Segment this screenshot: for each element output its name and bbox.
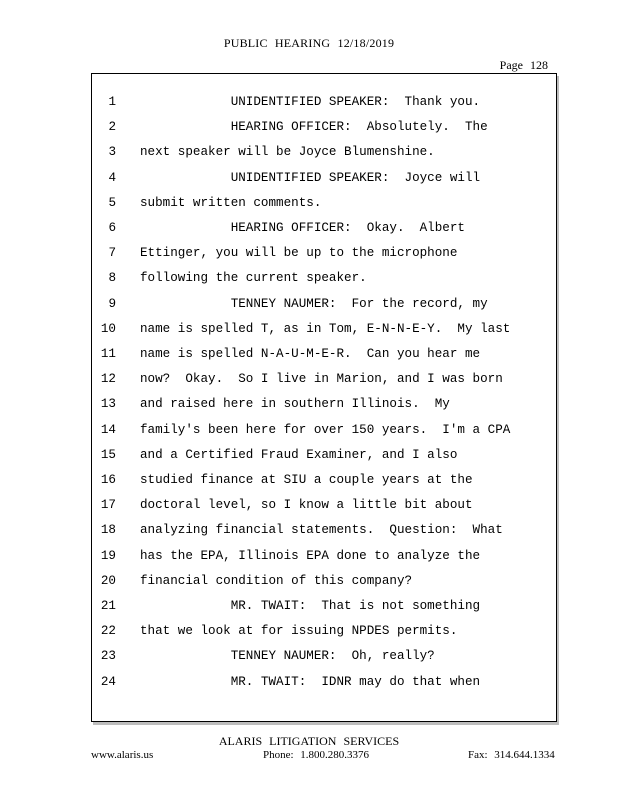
transcript-frame	[91, 73, 557, 722]
transcript-line	[92, 495, 558, 515]
line-number: 17	[100, 498, 116, 513]
line-number: 18	[100, 523, 116, 538]
transcript-line	[92, 445, 558, 465]
line-text: that we look at for issuing NPDES permits.	[140, 624, 458, 639]
line-text: UNIDENTIFIED SPEAKER: Thank you.	[140, 95, 481, 109]
line-number: 21	[100, 599, 116, 613]
line-text: doctoral level, so I know a little bit about	[140, 498, 473, 513]
line-text: name is spelled T, as in Tom, E-N-N-E-Y. My last	[140, 321, 511, 336]
line-text: MR. TWAIT: IDNR may do that when	[140, 674, 481, 689]
page-header-title: PUBLIC HEARING 12/18/2019	[223, 36, 395, 50]
line-number: 22	[100, 624, 116, 639]
line-number: 24	[100, 674, 116, 689]
line-number: 8	[108, 271, 116, 286]
line-number: 23	[100, 649, 116, 664]
transcript-line	[92, 344, 558, 364]
transcript-line	[92, 218, 558, 238]
transcript-line	[92, 546, 558, 566]
transcript-line	[92, 520, 558, 540]
line-text: Ettinger, you will be up to the microphone	[140, 246, 458, 261]
line-number: 11	[100, 347, 116, 361]
line-text: following the current speaker.	[140, 271, 367, 286]
line-text: name is spelled N-A-U-M-E-R. Can you hear me	[140, 347, 481, 361]
line-text: UNIDENTIFIED SPEAKER: Joyce will	[140, 170, 481, 185]
line-text: now? Okay. So I live in Marion, and I was born	[140, 372, 503, 387]
footer-contact-row	[0, 749, 618, 763]
line-number: 7	[108, 246, 116, 261]
transcript-line	[92, 596, 558, 616]
transcript-line	[92, 268, 558, 288]
transcript-line	[92, 168, 558, 188]
line-number: 1	[108, 95, 116, 109]
line-text: HEARING OFFICER: Okay. Albert	[140, 221, 465, 235]
line-text: TENNEY NAUMER: For the record, my	[140, 296, 488, 311]
transcript-line	[92, 470, 558, 490]
transcript-line	[92, 243, 558, 263]
line-text: MR. TWAIT: That is not something	[140, 599, 481, 613]
line-number: 2	[108, 120, 116, 135]
line-number: 4	[108, 170, 116, 185]
transcript-line	[92, 646, 558, 666]
line-text: family's been here for over 150 years. I'm a CPA	[140, 422, 511, 437]
line-number: 16	[100, 473, 116, 487]
line-number: 10	[100, 321, 116, 336]
transcript-line	[92, 319, 558, 339]
transcript-line	[92, 672, 558, 692]
transcript-line	[92, 193, 558, 213]
transcript-line	[92, 294, 558, 314]
line-text: analyzing financial statements. Question: What	[140, 523, 503, 538]
transcript-line	[92, 142, 558, 162]
transcript-line	[92, 621, 558, 641]
page-number-label: Page 128	[499, 58, 548, 72]
footer-phone: Phone: 1.800.280.3376	[263, 749, 370, 761]
footer-fax: Fax: 314.644.1334	[468, 749, 555, 761]
line-number: 6	[108, 221, 116, 235]
footer-company-name: ALARIS LITIGATION SERVICES	[218, 734, 400, 748]
line-number: 20	[100, 573, 116, 588]
line-number: 15	[100, 447, 116, 462]
line-text: TENNEY NAUMER: Oh, really?	[140, 649, 435, 664]
line-text: studied finance at SIU a couple years at the	[140, 473, 473, 487]
line-text: and raised here in southern Illinois. My	[140, 397, 450, 412]
transcript-line	[92, 394, 558, 414]
line-number: 9	[108, 296, 116, 311]
line-number: 5	[108, 195, 116, 210]
line-number: 14	[100, 422, 116, 437]
transcript-line	[92, 117, 558, 137]
line-text: financial condition of this company?	[140, 573, 413, 588]
transcript-line	[92, 92, 558, 112]
line-text: HEARING OFFICER: Absolutely. The	[140, 120, 488, 135]
transcript-line	[92, 571, 558, 591]
line-number: 13	[100, 397, 116, 412]
transcript-line	[92, 420, 558, 440]
line-text: has the EPA, Illinois EPA done to analyze the	[140, 548, 481, 563]
footer-website: www.alaris.us	[91, 749, 154, 761]
line-text: next speaker will be Joyce Blumenshine.	[140, 145, 435, 160]
line-number: 12	[100, 372, 116, 387]
line-number: 19	[100, 548, 116, 563]
line-text: submit written comments.	[140, 195, 322, 210]
transcript-line	[92, 369, 558, 389]
line-text: and a Certified Fraud Examiner, and I also	[140, 447, 458, 462]
line-number: 3	[108, 145, 116, 160]
